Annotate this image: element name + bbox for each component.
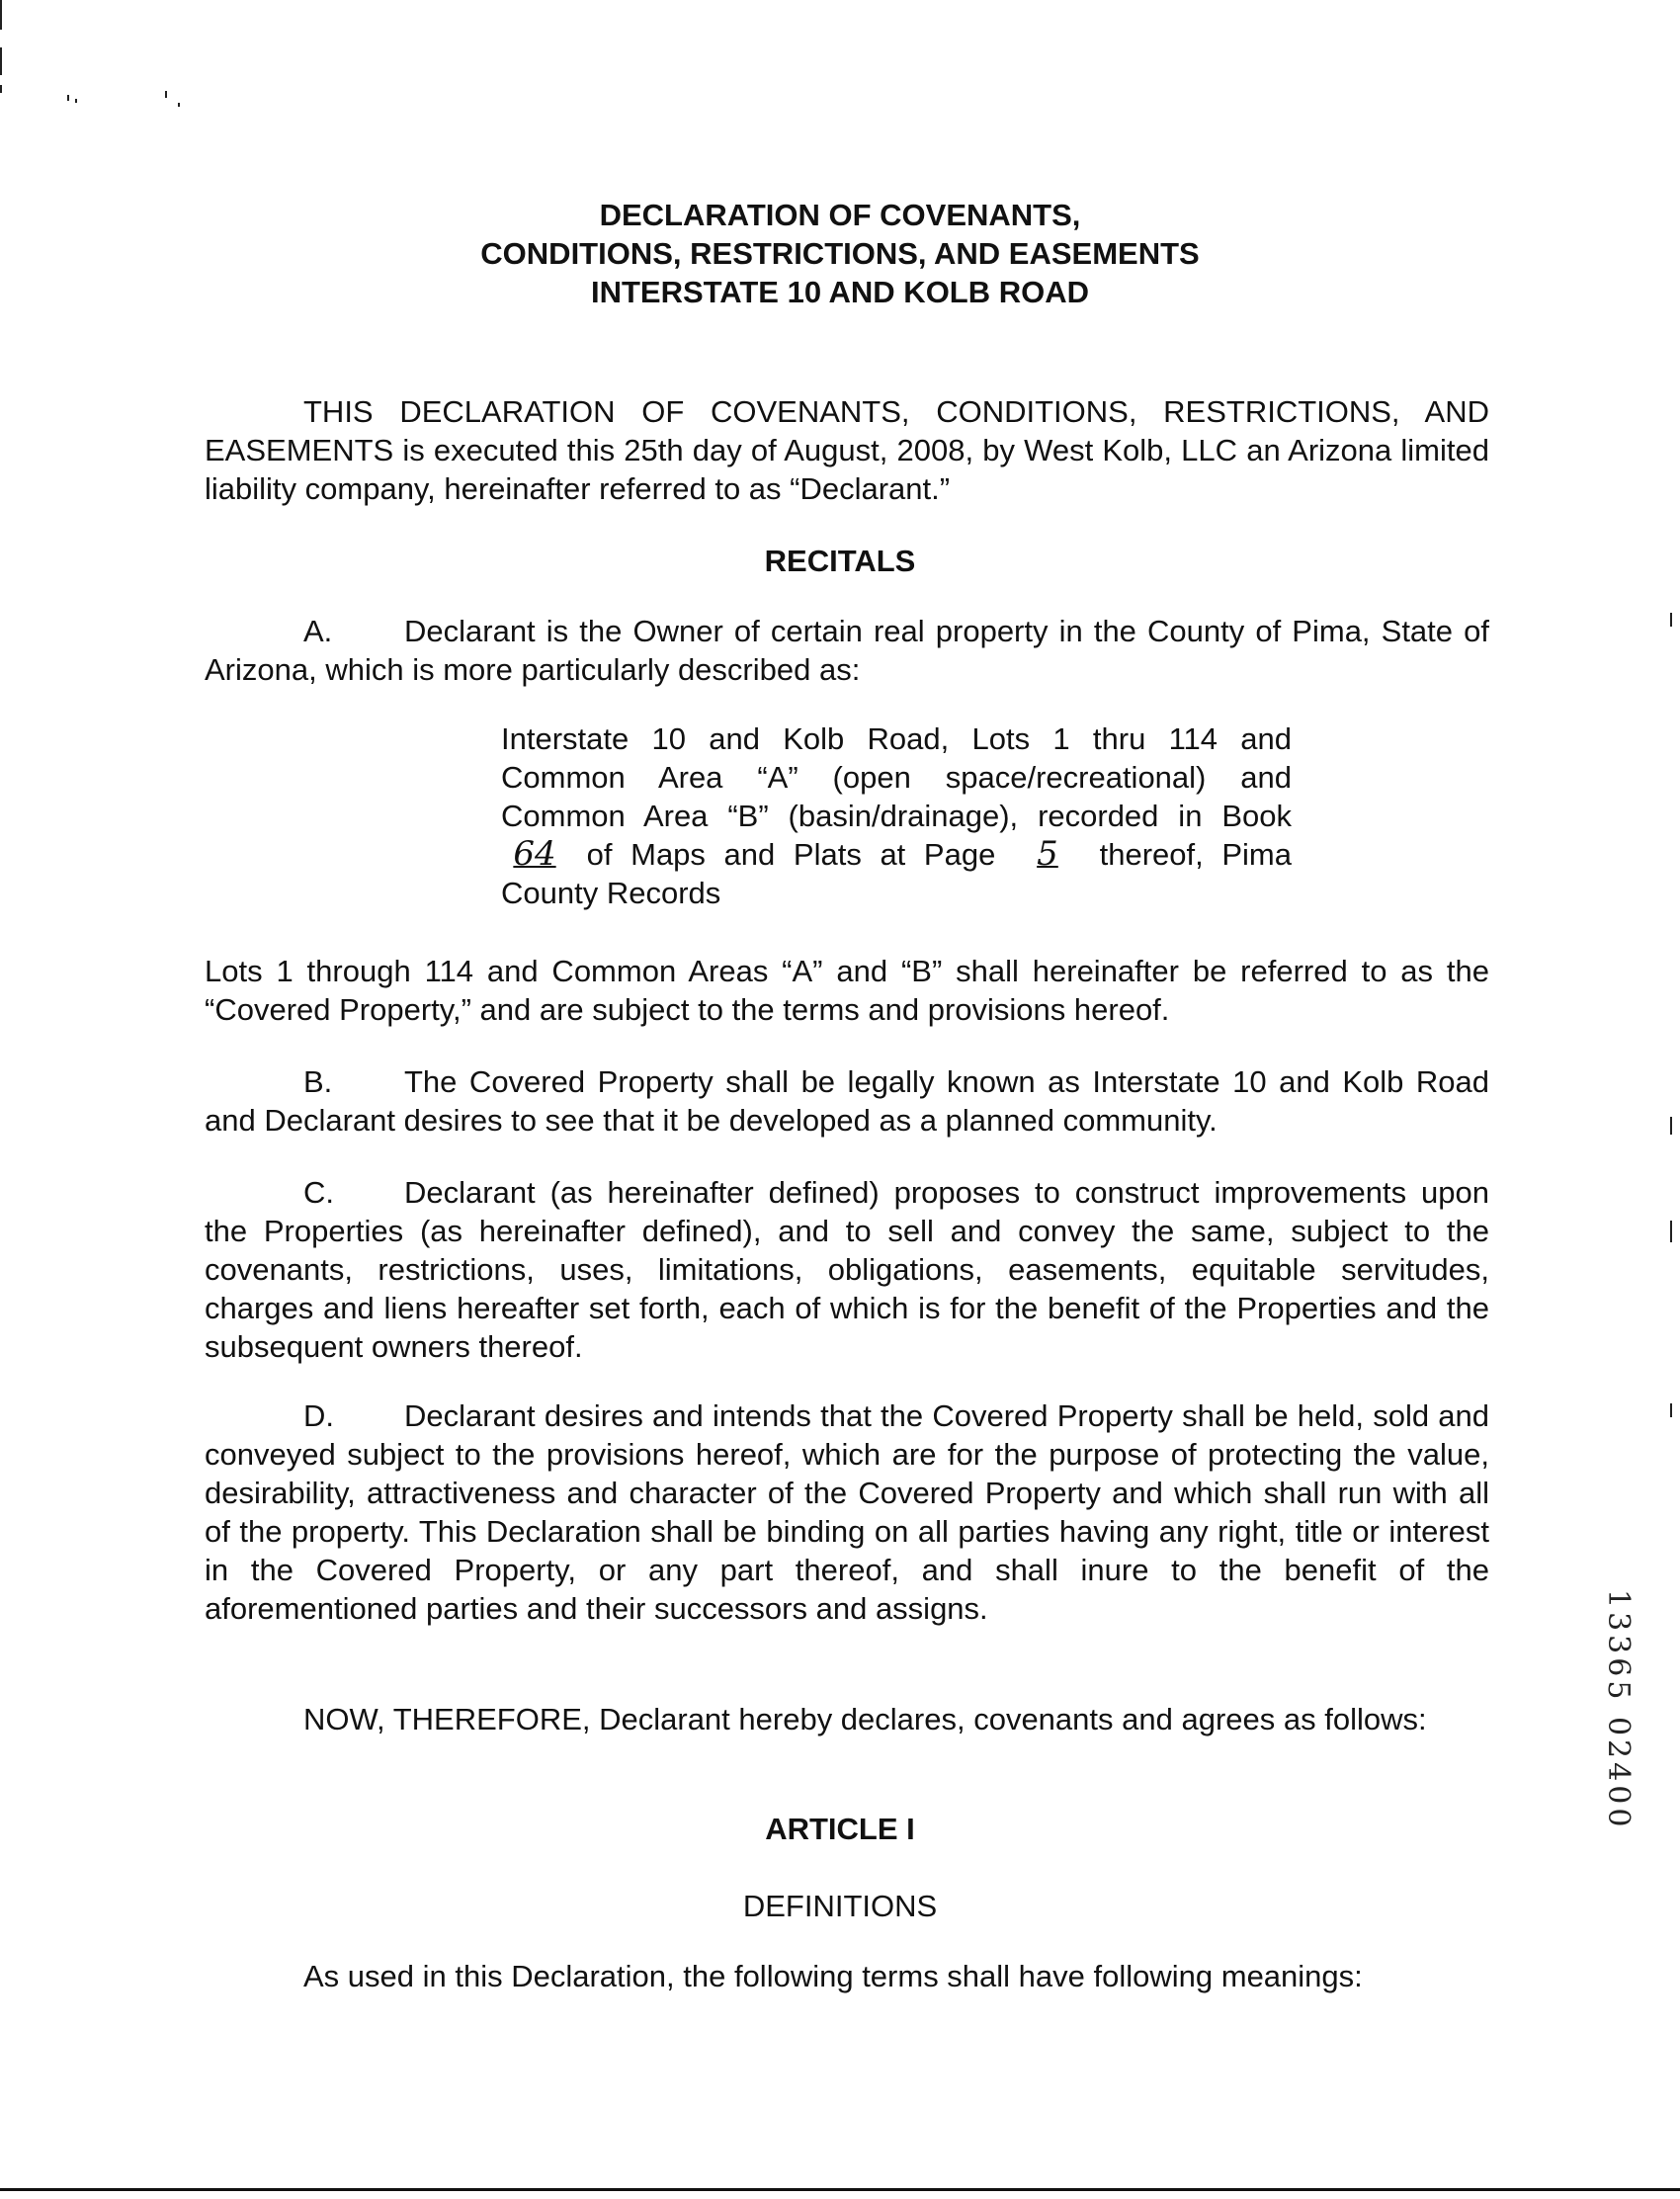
covered-property-paragraph: Lots 1 through 114 and Common Areas “A” and “B” shall hereinafter be referred to as the “Covered Property,” and are subject to the terms and provisions hereof. [205, 954, 1489, 1027]
legal-description-part3: thereof, Pima County Records [501, 837, 1292, 910]
recital-a-text: Declarant is the Owner of certain real property in the County of Pima, State of Arizona, which is more particularly described as: [205, 614, 1489, 687]
definitions-intro-text: As used in this Declaration, the following terms shall have following meanings: [303, 1959, 1363, 1993]
scan-mark [0, 0, 2, 30]
recital-a [205, 612, 1489, 689]
recital-b-text: The Covered Property shall be legally known as Interstate 10 and Kolb Road and Declarant desires to see that it be developed as a planned community. [205, 1064, 1489, 1138]
scan-mark [178, 103, 180, 107]
recitals-heading: RECITALS [764, 544, 916, 578]
intro-paragraph [205, 392, 1489, 508]
title-line-1: DECLARATION OF COVENANTS, [599, 198, 1081, 232]
document-title [0, 196, 1680, 311]
recital-c-label: C. [303, 1175, 334, 1210]
article-heading: ARTICLE I [765, 1812, 915, 1846]
scan-mark [1670, 1221, 1672, 1242]
definitions-intro [205, 1957, 1489, 1995]
scan-mark [1670, 613, 1672, 627]
now-therefore-text: NOW, THEREFORE, Declarant hereby declares, covenants and agrees as follows: [303, 1702, 1427, 1736]
recital-b [205, 1062, 1489, 1140]
legal-description-part2: of Maps and Plats at Page [586, 837, 996, 872]
scan-mark [1670, 1117, 1672, 1135]
recital-d [205, 1396, 1489, 1628]
bottom-rule [0, 2188, 1680, 2191]
legal-description-part1: Interstate 10 and Kolb Road, Lots 1 thru 114 and Common Area “A” (open space/recreational) and Common Area “B” (basin/drainage), recorded in Book [501, 721, 1292, 833]
scan-mark [75, 99, 77, 103]
scan-mark [1670, 1403, 1672, 1417]
scan-mark [165, 91, 167, 98]
recording-stamp-text: 13365 02400 [1601, 1589, 1636, 1831]
handwritten-book-number: 64 [513, 834, 556, 874]
recital-b-label: B. [303, 1064, 333, 1099]
intro-text: THIS DECLARATION OF COVENANTS, CONDITIONS, RESTRICTIONS, AND EASEMENTS is executed this 25th day of August, 2008, by West Kolb, LLC an Arizona limited liability company, hereinafter referred to as “Declarant.” [205, 394, 1489, 506]
legal-description [501, 719, 1292, 912]
recital-d-label: D. [303, 1398, 334, 1433]
recording-stamp [1596, 1589, 1645, 1856]
recital-a-label: A. [303, 614, 333, 648]
scan-mark [67, 95, 69, 101]
title-line-3: INTERSTATE 10 AND KOLB ROAD [590, 275, 1090, 309]
definitions-heading: DEFINITIONS [742, 1889, 938, 1923]
recital-d-text: Declarant desires and intends that the Covered Property shall be held, sold and conveyed subject to the provisions hereof, which are for the purpose of protecting the value, desirability, attractiveness and character of the Covered Property and which shall run with all of the property. This Declaration shall be binding on all parties having any right, title or interest in the Covered Property, or any part thereof, and shall inure to the benefit of the aforementioned parties and their successors and assigns. [205, 1398, 1489, 1626]
recital-c [205, 1173, 1489, 1366]
handwritten-page-number: 5 [1037, 834, 1058, 874]
scan-mark [0, 85, 2, 93]
scan-mark [0, 47, 2, 75]
now-therefore-paragraph [205, 1700, 1489, 1738]
title-line-2: CONDITIONS, RESTRICTIONS, AND EASEMENTS [480, 236, 1200, 271]
recital-c-text: Declarant (as hereinafter defined) proposes to construct improvements upon the Properties (as hereinafter defined), and to sell and convey the same, subject to the covenants, restrictions, uses, limitations, obligations, easements, equitable servitudes, charges and liens hereafter set forth, each of which is for the benefit of the Properties and the subsequent owners thereof. [205, 1175, 1489, 1364]
